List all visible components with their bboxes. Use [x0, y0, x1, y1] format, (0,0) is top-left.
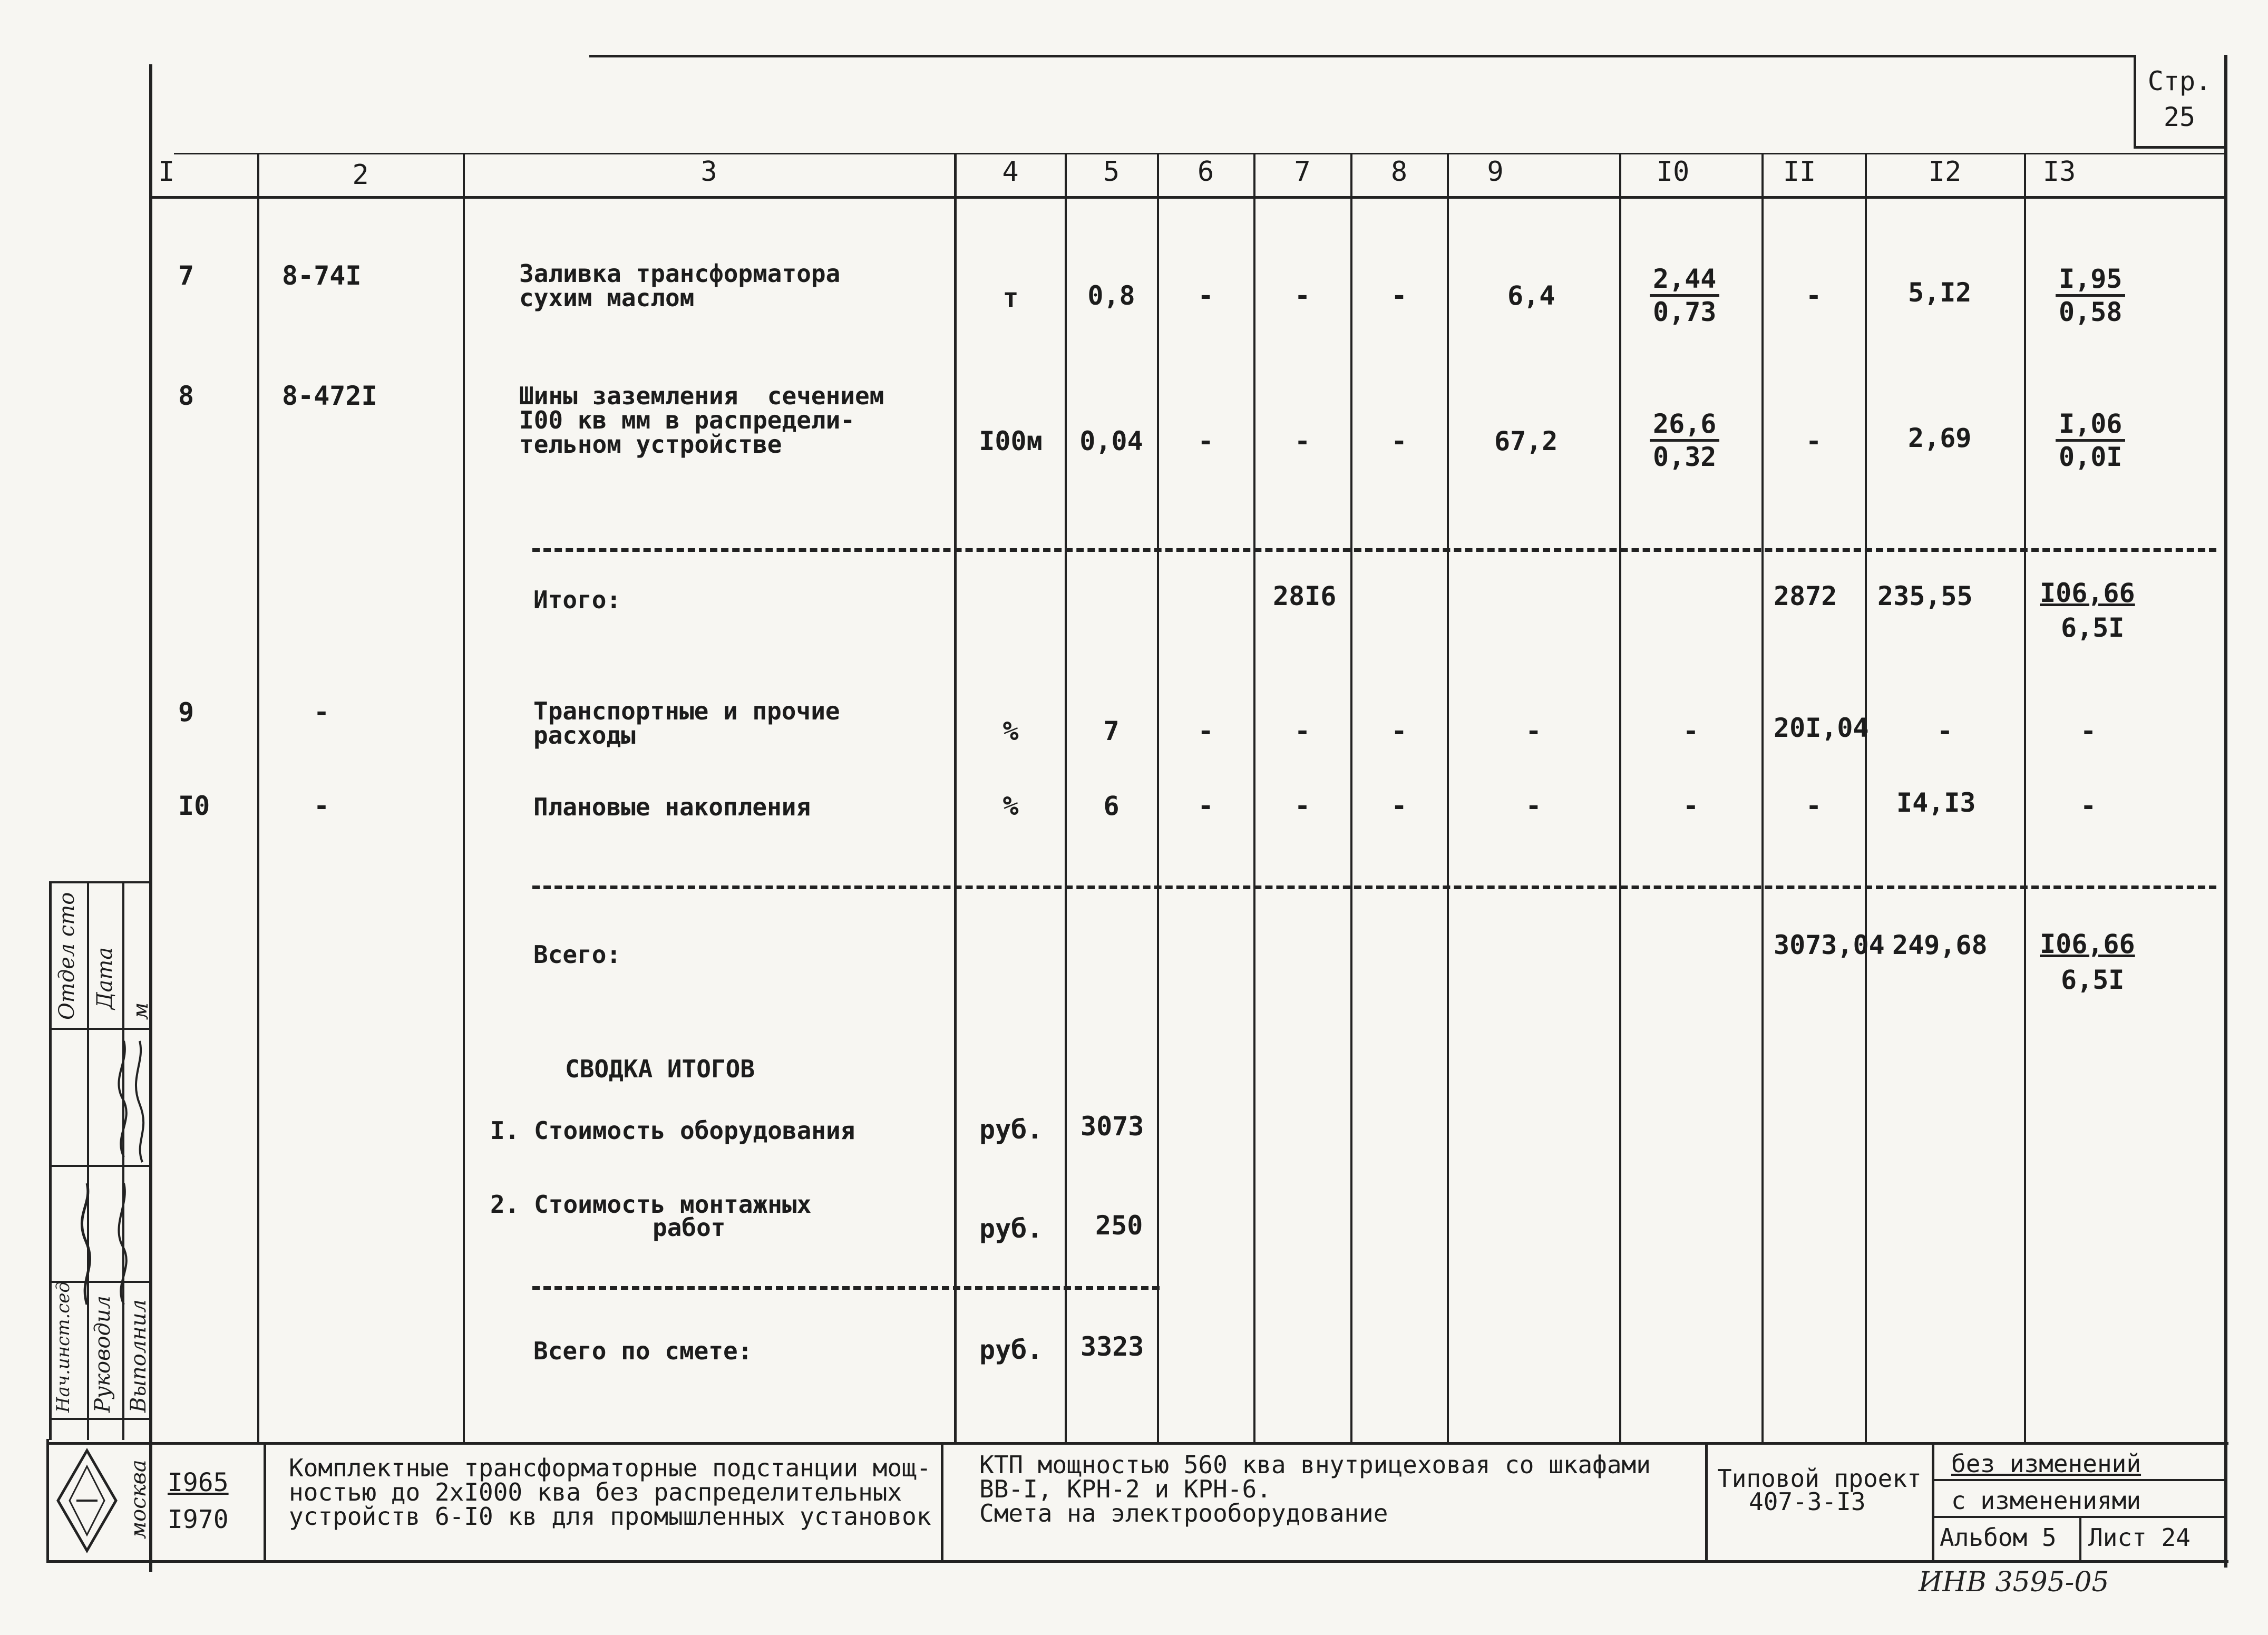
frame-top-line [589, 55, 2136, 57]
status-unchanged: без изменений [1951, 1449, 2142, 1478]
stamp-city: москва [126, 1459, 151, 1539]
col-header-4: 4 [1002, 156, 1019, 188]
col-header-8: 8 [1390, 156, 1408, 188]
year-top: I965 [168, 1468, 229, 1497]
stamp-dept: Отдел сто [55, 892, 79, 1020]
summary-title: СВОДКА ИТОГОВ [565, 1055, 755, 1083]
col-header-3: 3 [700, 156, 717, 188]
stamp-date: Дата [93, 947, 117, 1009]
stamp-m: м [129, 1002, 153, 1020]
signature-marks [50, 1030, 150, 1315]
col-header-12: I2 [1928, 156, 1962, 188]
dashed-separator [532, 885, 2216, 889]
frame-right-line [2224, 55, 2227, 1568]
col-header-2: 2 [352, 159, 369, 191]
col-header-6: 6 [1197, 156, 1214, 188]
col-header-7: 7 [1294, 156, 1311, 188]
institute-logo [53, 1445, 121, 1556]
page-label: Стр. [2147, 66, 2212, 96]
col-header-5: 5 [1103, 156, 1120, 188]
sheet-label: Лист 24 [2088, 1523, 2191, 1552]
header-top-line [174, 153, 2224, 154]
album-label: Альбом 5 [1940, 1523, 2057, 1552]
page-number: 25 [2163, 102, 2196, 132]
status-changed: с изменениями [1951, 1486, 2142, 1515]
project-label: Типовой проект [1717, 1464, 1922, 1493]
col-header-9: 9 [1487, 156, 1504, 188]
inventory-number: ИНВ 3595-05 [1919, 1566, 2109, 1598]
year-bottom: I970 [168, 1505, 229, 1534]
col-header-1: I [158, 156, 175, 188]
dashed-separator [532, 548, 2216, 552]
project-number: 407-3-I3 [1749, 1487, 1866, 1516]
header-bottom-line [149, 196, 2226, 199]
col-header-13: I3 [2042, 156, 2076, 188]
col-header-10: I0 [1656, 156, 1690, 188]
col-header-11: II [1783, 156, 1816, 188]
